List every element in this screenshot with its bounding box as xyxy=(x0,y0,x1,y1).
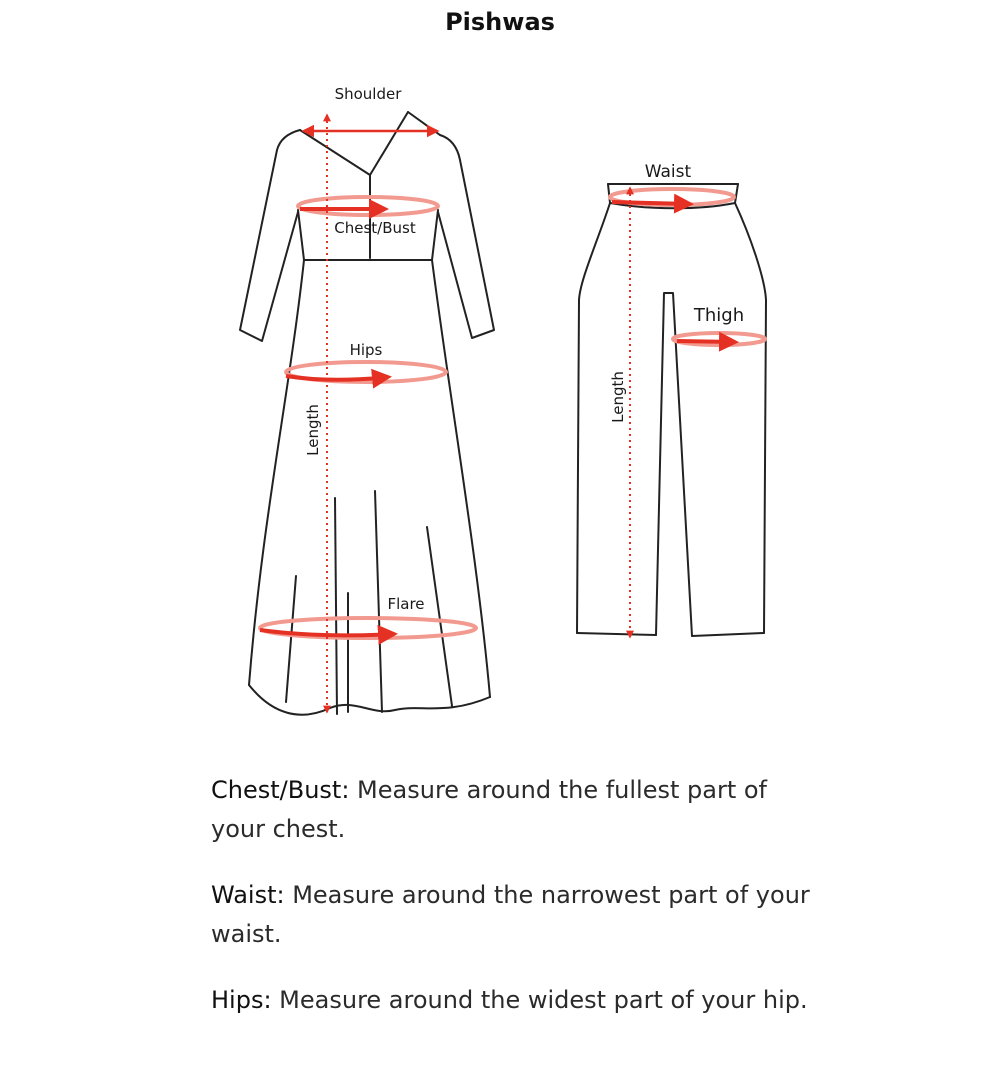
description-waist xyxy=(211,876,811,954)
description-term: Waist: xyxy=(211,881,285,909)
pants-illustration xyxy=(577,184,766,636)
description-text: Measure around the narrowest part of your waist. xyxy=(211,881,810,948)
label-waist: Waist xyxy=(644,162,692,182)
description-term: Hips: xyxy=(211,986,272,1014)
label-flare: Flare xyxy=(387,595,425,613)
description-text: Measure around the fullest part of your chest. xyxy=(211,776,767,843)
label-length-dress: Length xyxy=(304,404,322,456)
description-term: Chest/Bust: xyxy=(211,776,350,804)
page-title: Pishwas xyxy=(445,8,555,36)
label-hips: Hips xyxy=(349,341,383,359)
label-thigh: Thigh xyxy=(693,305,745,326)
dress-labels xyxy=(304,85,425,613)
description-chest-bust xyxy=(211,771,811,849)
description-text: Measure around the widest part of your hip. xyxy=(271,986,808,1014)
label-length-pants: Length xyxy=(609,371,627,423)
dress-measurements xyxy=(260,115,476,712)
label-shoulder: Shoulder xyxy=(334,85,402,103)
label-chest-bust: Chest/Bust xyxy=(334,219,416,237)
description-hips xyxy=(211,981,811,1020)
